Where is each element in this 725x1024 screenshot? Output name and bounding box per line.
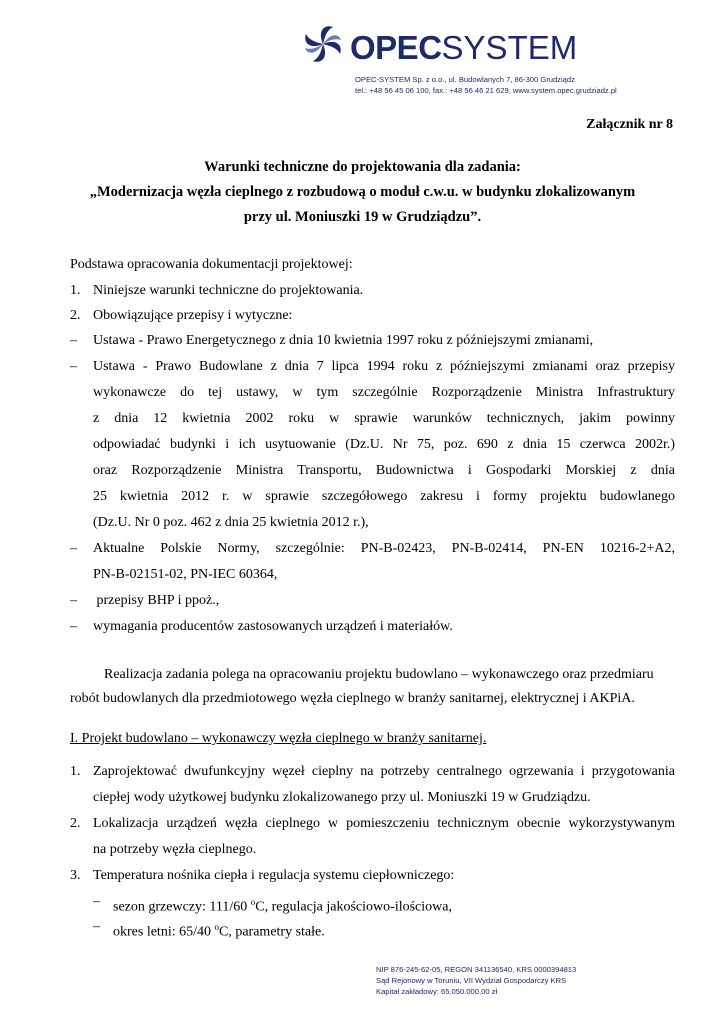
list-number: 1. (70, 283, 81, 298)
bullet-text: 25 kwietnia 2012 r. w sprawie szczegółowego zakresu i formy projektu budowlanego (93, 489, 675, 504)
bullet-text: wymagania producentów zastosowanych urządzeń i materiałów. (93, 619, 453, 634)
list-item: Lokalizacja urządzeń węzła cieplnego w pomieszczeniu technicznym obecnie wykorzystywanym (93, 816, 675, 831)
list-item: na potrzeby węzła cieplnego. (93, 842, 257, 857)
sub-bullet-text: okres letni: 65/40 $^o$C, parametry stałe. (113, 922, 325, 940)
bullet-text: wykonawcze do tej ustawy, w tym szczególnie Rozporządzenie Ministra Infrastruktury (93, 385, 675, 400)
dash-bullet: – (93, 894, 100, 909)
dash-bullet: – (70, 359, 77, 374)
annex-label: Załącznik nr 8 (586, 117, 673, 132)
list-number: 3. (70, 868, 81, 883)
list-number: 1. (70, 764, 81, 779)
list-item: ciepłej wody użytkowej budynku zlokalizowanego przy ul. Moniuszki 19 w Grudziądzu. (93, 790, 591, 805)
bullet-text: przepisy BHP i ppoż., (93, 593, 220, 608)
list-number: 2. (70, 816, 81, 831)
bullet-text: (Dz.U. Nr 0 poz. 462 z dnia 25 kwietnia 2012 r.), (93, 515, 369, 530)
bullet-text: oraz Rozporządzenie Ministra Transportu, Budownictwa i Gospodarki Morskiej z dnia (93, 463, 675, 478)
sub-bullet-text: sezon grzewczy: 111/60 $^o$C, regulacja jakościowo-ilościowa, (113, 897, 452, 915)
footer-registration: NIP 876-245-62-05, REGON 341136540, KRS 0000394813 (376, 965, 577, 974)
title-line-1: Warunki techniczne do projektowania dla zadania: (204, 159, 521, 175)
dash-bullet: – (93, 919, 100, 934)
dash-bullet: – (70, 593, 77, 608)
bullet-text: odpowiadać budynki i ich usytuowanie (Dz.U. Nr 75, poz. 690 z dnia 15 czerwca 2002r.) (93, 437, 675, 452)
dash-bullet: – (70, 333, 77, 348)
basis-heading: Podstawa opracowania dokumentacji projektowej: (70, 257, 353, 272)
list-number: 2. (70, 308, 81, 323)
realization-line-1: Realizacja zadania polega na opracowaniu projektu budowlano – wykonawczego oraz przedmiaru (104, 667, 654, 682)
list-item: Obowiązujące przepisy i wytyczne: (93, 308, 293, 323)
company-contact: tel.: +48 56 45 06 100, fax.: +48 56 46 21 629, www.system.opec.grudziadz.pl (355, 86, 617, 95)
company-logo-icon (303, 24, 343, 64)
bullet-text: Ustawa - Prawo Budowlane z dnia 7 lipca 1994 roku z późniejszymi zmianami oraz przepisy (93, 359, 675, 374)
company-address: OPEC-SYSTEM Sp. z o.o., ul. Budowlanych 7, 86-300 Grudziądz (355, 75, 575, 84)
dash-bullet: – (70, 541, 77, 556)
dash-bullet: – (70, 619, 77, 634)
bullet-text: Ustawa - Prawo Energetycznego z dnia 10 kwietnia 1997 roku z późniejszymi zmianami, (93, 333, 594, 348)
bullet-text: Aktualne Polskie Normy, szczególnie: PN-B-02423, PN-B-02414, PN-EN 10216-2+A2, (93, 541, 675, 556)
footer-court: Sąd Rejonowy w Toruniu, VII Wydział Gospodarczy KRS (376, 976, 567, 985)
company-brand: OPECSYSTEM (350, 29, 578, 66)
bullet-text: z dnia 12 kwietnia 2002 roku w sprawie warunków technicznych, jakim powinny (93, 411, 675, 426)
realization-line-2: robót budowlanych dla przedmiotowego węzła cieplnego w branży sanitarnej, elektrycznej i AKPiA. (70, 691, 635, 706)
list-item: Temperatura nośnika ciepła i regulacja systemu ciepłowniczego: (93, 868, 455, 883)
bullet-text: PN-B-02151-02, PN-IEC 60364, (93, 567, 278, 582)
list-item: Zaprojektować dwufunkcyjny węzeł cieplny na potrzeby centralnego ogrzewania i przygotowania (93, 764, 675, 779)
section-heading: I. Projekt budowlano – wykonawczy węzła cieplnego w branży sanitarnej. (70, 731, 487, 746)
list-item: Niniejsze warunki techniczne do projektowania. (93, 283, 364, 298)
footer-capital: Kapitał zakładowy: 65.050.000,00 zł (376, 987, 498, 996)
title-line-2: „Modernizacja węzła cieplnego z rozbudową o moduł c.w.u. w budynku zlokalizowanym (89, 184, 636, 200)
title-line-3: przy ul. Moniuszki 19 w Grudziądzu”. (243, 209, 482, 225)
